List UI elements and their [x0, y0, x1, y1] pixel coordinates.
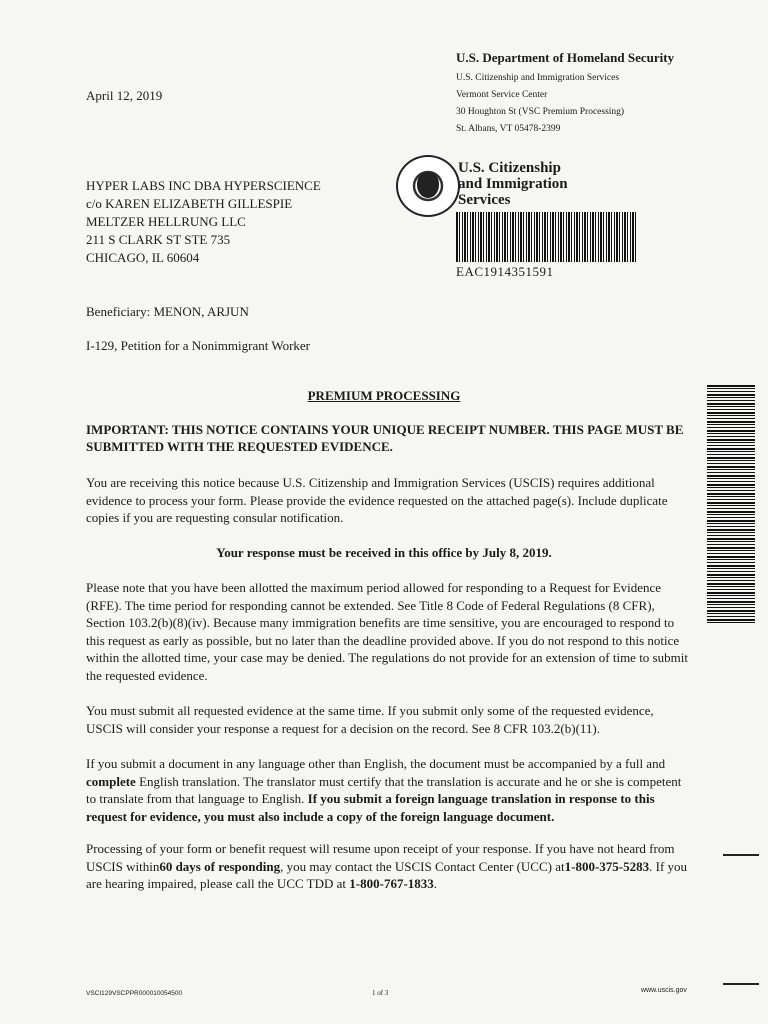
agency-line: Vermont Service Center: [456, 90, 548, 100]
receipt-number: EAC1914351591: [456, 264, 554, 279]
dhs-seal-icon: [396, 155, 460, 217]
address-line: MELTZER HELLRUNG LLC: [86, 214, 246, 229]
agency-line: 30 Houghton St (VSC Premium Processing): [456, 107, 625, 117]
address-line: HYPER LABS INC DBA HYPERSCIENCE: [86, 178, 321, 193]
footer-code: VSCI129VSCPPR000010054500: [86, 990, 183, 997]
margin-mark: [723, 983, 759, 985]
page-number: 1 of 3: [372, 989, 389, 997]
receipt-barcode: [456, 212, 638, 262]
footer-website: www.uscis.gov: [641, 987, 687, 994]
paragraph-translation: If you submit a document in any language other than English, the document must be accompanied by a full and complete English translation. The translator must certify that the translation is accurate and he or she is competent to translate from that language to English. If you submit a foreign language translation in response to this request for evidence, you must also include a copy of the foreign language document.: [86, 756, 682, 824]
paragraph-submit-all: You must submit all requested evidence at the same time. If you submit only some of the requested evidence, USCIS will consider your response a request for a decision on the record. See 8 CFR 103.2(b)(11).: [86, 703, 654, 736]
side-barcode: [707, 385, 755, 625]
address-line: c/o KAREN ELIZABETH GILLESPIE: [86, 196, 293, 211]
department-name: U.S. Department of Homeland Security: [456, 50, 675, 65]
margin-mark: [723, 854, 759, 856]
agency-line: U.S. Citizenship and Immigration Services: [456, 73, 620, 83]
beneficiary: Beneficiary: MENON, ARJUN: [86, 304, 249, 319]
paragraph-rfe-period: Please note that you have been allotted the maximum period allowed for responding to a Request for Evidence (RFE). The time period for responding cannot be extended. See Title 8 Code of Federal Regulations (8 CFR), Section 103.2(b)(8)(iv). Because many immigration benefits are time sensitive, you are encouraged to respond to this request as early as possible, but no later than the deadline provided above. If you do not respond to this notice within the allotted time, your case may be denied. The regulations do not provide for an extension of time to submit the requested evidence.: [86, 580, 688, 683]
premium-processing-heading: PREMIUM PROCESSING: [307, 388, 461, 403]
mailing-address: [86, 177, 321, 267]
response-deadline: Your response must be received in this office by July 8, 2019.: [216, 545, 552, 560]
paragraph-processing: Processing of your form or benefit request will resume upon receipt of your response. If you have not heard from USCIS within60 days of responding, you may contact the USCIS Contact Center (UCC) at1-800-375-5283. If you are hearing impaired, please call the UCC TDD at 1-800-767-1833.: [86, 841, 688, 891]
notice-date: April 12, 2019: [86, 88, 163, 103]
address-line: 211 S CLARK ST STE 735: [86, 232, 231, 247]
address-line: CHICAGO, IL 60604: [86, 250, 200, 265]
paragraph-intro: You are receiving this notice because U.S. Citizenship and Immigration Services (USCIS) requires additional evidence to process your form. Please provide the evidence requested on the attached page(s). Include duplicate copies if you are requesting consular notification.: [86, 475, 668, 525]
agency-header: [456, 50, 756, 138]
important-notice: IMPORTANT: THIS NOTICE CONTAINS YOUR UNIQUE RECEIPT NUMBER. THIS PAGE MUST BE SUBMITTED WITH THE REQUESTED EVIDENCE.: [86, 422, 684, 454]
uscis-logo-text: U.S. Citizenship and Immigration Services: [458, 160, 568, 208]
agency-line: St. Albans, VT 05478-2399: [456, 124, 561, 134]
form-title: I-129, Petition for a Nonimmigrant Worker: [86, 338, 311, 353]
